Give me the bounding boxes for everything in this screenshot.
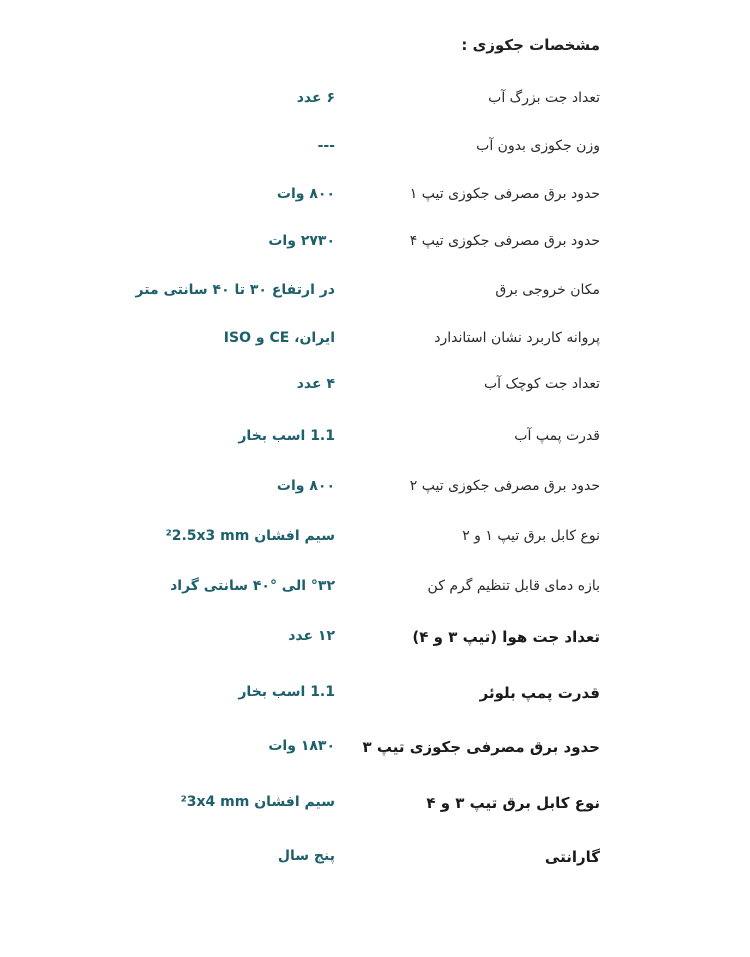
spec-row	[0, 478, 750, 508]
spec-value: ۱۸۳۰ وات	[268, 738, 335, 754]
spec-label: تعداد جت بزرگ آب	[488, 90, 600, 106]
spec-row	[0, 90, 750, 120]
spec-row	[0, 376, 750, 406]
spec-label: قدرت پمپ بلوئر	[479, 684, 600, 702]
spec-value: ایران، CE و ISO	[223, 330, 335, 346]
spec-value: °۳۲ الی °۴۰ سانتی گراد	[170, 578, 335, 594]
spec-row	[0, 282, 750, 312]
spec-value: پنج سال	[277, 848, 335, 864]
spec-value: ---	[317, 138, 335, 154]
spec-value: ۴ عدد	[296, 376, 335, 392]
spec-label: حدود برق مصرفی جکوزی تیپ ۳	[362, 738, 600, 756]
spec-label: نوع کابل برق تیپ ۳ و ۴	[426, 794, 600, 812]
spec-label: نوع کابل برق تیپ ۱ و ۲	[462, 528, 600, 544]
spec-row	[0, 794, 750, 824]
spec-row	[0, 528, 750, 558]
spec-label: گارانتی	[544, 848, 600, 866]
spec-row	[0, 848, 750, 878]
spec-value: سیم افشان ²3x4 mm	[180, 794, 335, 810]
spec-row	[0, 684, 750, 714]
spec-label: تعداد جت کوچک آب	[483, 376, 600, 392]
spec-row	[0, 628, 750, 658]
spec-row	[0, 428, 750, 458]
spec-value: 1.1 اسب بخار	[238, 428, 335, 444]
spec-row	[0, 330, 750, 360]
spec-label: حدود برق مصرفی جکوزی تیپ ۲	[409, 478, 600, 494]
spec-value: ۱۲ عدد	[288, 628, 335, 644]
spec-label: وزن جکوزی بدون آب	[476, 138, 600, 154]
spec-value: در ارتفاع ۳۰ تا ۴۰ سانتی متر	[135, 282, 335, 298]
spec-value: ۶ عدد	[296, 90, 335, 106]
spec-value: ۲۷۳۰ وات	[268, 233, 335, 249]
spec-label: بازه دمای قابل تنظیم گرم کن	[427, 578, 600, 594]
spec-row	[0, 186, 750, 216]
spec-value: ۸۰۰ وات	[276, 186, 335, 202]
spec-row	[0, 738, 750, 768]
spec-value: 1.1 اسب بخار	[238, 684, 335, 700]
spec-label: تعداد جت هوا (تیپ ۳ و ۴)	[412, 628, 600, 646]
spec-row	[0, 233, 750, 263]
spec-label: حدود برق مصرفی جکوزی تیپ ۱	[409, 186, 600, 202]
spec-row	[0, 578, 750, 608]
spec-label: پروانه کاربرد نشان استاندارد	[434, 330, 600, 346]
page-title: مشخصات جکوزی :	[461, 36, 600, 54]
spec-value: ۸۰۰ وات	[276, 478, 335, 494]
spec-label: حدود برق مصرفی جکوزی تیپ ۴	[409, 233, 600, 249]
spec-label: قدرت پمپ آب	[514, 428, 600, 444]
spec-label: مکان خروجی برق	[495, 282, 600, 298]
spec-value: سیم افشان ²2.5x3 mm	[165, 528, 335, 544]
spec-row	[0, 138, 750, 168]
